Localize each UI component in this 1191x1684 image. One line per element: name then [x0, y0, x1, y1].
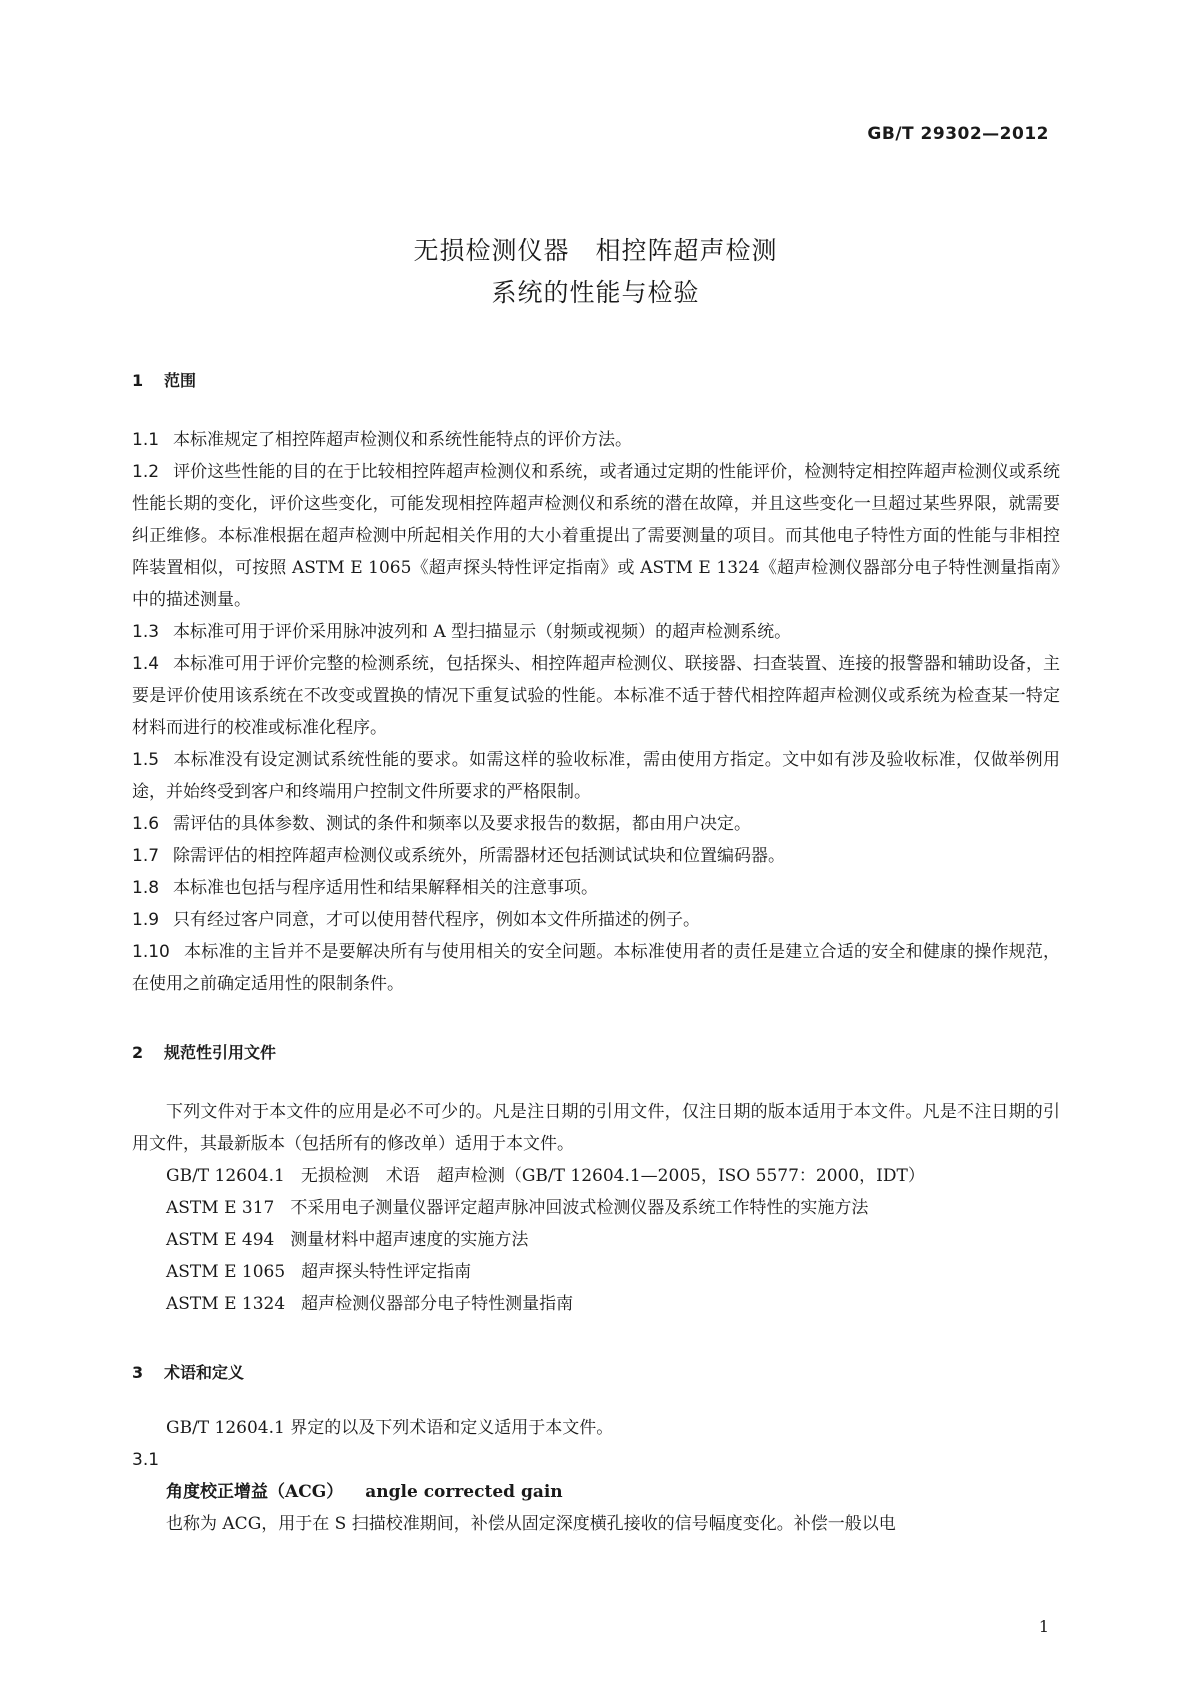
section-title: 规范性引用文件	[164, 1043, 277, 1062]
standard-number: GB/T 29302—2012	[867, 124, 1049, 144]
reference-item	[166, 1256, 1060, 1288]
clause-1-1	[132, 424, 1060, 456]
clause-number: 1.7	[132, 846, 160, 866]
reference-item	[166, 1160, 1060, 1192]
section-title: 范围	[164, 371, 197, 390]
section-number: 2	[132, 1043, 144, 1062]
reference-title: 超声探头特性评定指南	[301, 1262, 472, 1282]
page-number: 1	[1038, 1617, 1049, 1636]
clause-1-2	[132, 456, 1060, 616]
reference-title: 不采用电子测量仪器评定超声脉冲回波式检测仪器及系统工作特性的实施方法	[290, 1198, 869, 1218]
clause-text: 本标准规定了相控阵超声检测仪和系统性能特点的评价方法。	[173, 430, 633, 450]
section-title: 术语和定义	[164, 1363, 245, 1382]
clause-text: 只有经过客户同意，才可以使用替代程序，例如本文件所描述的例子。	[173, 910, 701, 930]
clause-text: 除需评估的相控阵超声检测仪或系统外，所需器材还包括测试试块和位置编码器。	[173, 846, 786, 866]
reference-title: 超声检测仪器部分电子特性测量指南	[301, 1294, 574, 1314]
clause-1-5	[132, 744, 1060, 808]
clause-text: 评价这些性能的目的在于比较相控阵超声检测仪和系统，或者通过定期的性能评价，检测特定相控阵超声检测仪或系统性能长期的变化，评价这些变化，可能发现相控阵超声检测仪和系统的潜在故障，并且这些变化一旦超过某些界限，就需要纠正维修。本标准根据在超声检测中所起相关作用的大小着重提出了需要测量的项目。而其他电子特性方面的性能与非相控阵装置相似，可按照 ASTM E 1065《超声探头特性评定指南》或 ASTM E 1324《超声检测仪器部分电子特性测量指南》中的描述测量。	[132, 462, 1060, 610]
clause-number: 1.3	[132, 622, 160, 642]
clause-text: 本标准也包括与程序适用性和结果解释相关的注意事项。	[173, 878, 599, 898]
clause-1-10	[132, 936, 1060, 1000]
reference-code: ASTM E 1065	[166, 1262, 286, 1282]
clause-text: 本标准可用于评价采用脉冲波列和 A 型扫描显示（射频或视频）的超声检测系统。	[173, 622, 792, 642]
section-1-heading	[132, 368, 1060, 394]
clause-number: 1.1	[132, 430, 160, 450]
clause-number: 1.6	[132, 814, 160, 834]
term-number: 3.1	[132, 1450, 160, 1470]
clause-number: 1.5	[132, 750, 160, 770]
clause-text: 需评估的具体参数、测试的条件和频率以及要求报告的数据，都由用户决定。	[173, 814, 752, 834]
section-2-heading	[132, 1040, 1060, 1066]
clause-text: 本标准可用于评价完整的检测系统，包括探头、相控阵超声检测仪、联接器、扫查装置、连接的报警器和辅助设备，主要是评价使用该系统在不改变或置换的情况下重复试验的性能。本标准不适于替代相控阵超声检测仪或系统为检查某一特定材料而进行的校准或标准化程序。	[132, 654, 1060, 738]
clause-1-4	[132, 648, 1060, 744]
clause-number: 1.10	[132, 942, 170, 962]
section-2-intro: 下列文件对于本文件的应用是必不可少的。凡是注日期的引用文件，仅注日期的版本适用于本文件。凡是不注日期的引用文件，其最新版本（包括所有的修改单）适用于本文件。	[132, 1102, 1060, 1154]
section-number: 3	[132, 1363, 144, 1382]
section-number: 1	[132, 371, 144, 390]
clause-number: 1.9	[132, 910, 160, 930]
clause-text: 本标准没有设定测试系统性能的要求。如需这样的验收标准，需由使用方指定。文中如有涉及验收标准，仅做举例用途，并始终受到客户和终端用户控制文件所要求的严格限制。	[132, 750, 1060, 802]
reference-code: ASTM E 1324	[166, 1294, 286, 1314]
term-name-cn: 角度校正增益（ACG）	[166, 1482, 344, 1502]
document-title	[0, 230, 1191, 314]
reference-item	[166, 1288, 1060, 1320]
clause-1-8	[132, 872, 1060, 904]
term-name-en: angle corrected gain	[365, 1482, 563, 1502]
clause-number: 1.2	[132, 462, 160, 482]
clause-1-7	[132, 840, 1060, 872]
reference-title: 无损检测 术语 超声检测（GB/T 12604.1—2005，ISO 5577：2000，IDT）	[300, 1166, 925, 1186]
reference-code: ASTM E 494	[166, 1230, 275, 1250]
reference-code: GB/T 12604.1	[166, 1166, 285, 1186]
title-line-2: 系统的性能与检验	[491, 278, 700, 307]
term-definition: 也称为 ACG，用于在 S 扫描校准期间，补偿从固定深度横孔接收的信号幅度变化。补偿一般以电	[166, 1514, 896, 1534]
clause-1-6	[132, 808, 1060, 840]
clause-number: 1.8	[132, 878, 160, 898]
term-name	[166, 1476, 1060, 1508]
clause-number: 1.4	[132, 654, 160, 674]
clause-text: 本标准的主旨并不是要解决所有与使用相关的安全问题。本标准使用者的责任是建立合适的安全和健康的操作规范，在使用之前确定适用性的限制条件。	[132, 942, 1060, 994]
section-3-intro: GB/T 12604.1 界定的以及下列术语和定义适用于本文件。	[166, 1418, 614, 1438]
reference-item	[166, 1224, 1060, 1256]
reference-title: 测量材料中超声速度的实施方法	[290, 1230, 529, 1250]
title-line-1: 无损检测仪器 相控阵超声检测	[413, 236, 778, 265]
reference-item	[166, 1192, 1060, 1224]
reference-code: ASTM E 317	[166, 1198, 275, 1218]
document-body	[132, 368, 1060, 1540]
clause-1-9	[132, 904, 1060, 936]
section-3-heading	[132, 1360, 1060, 1386]
clause-1-3	[132, 616, 1060, 648]
